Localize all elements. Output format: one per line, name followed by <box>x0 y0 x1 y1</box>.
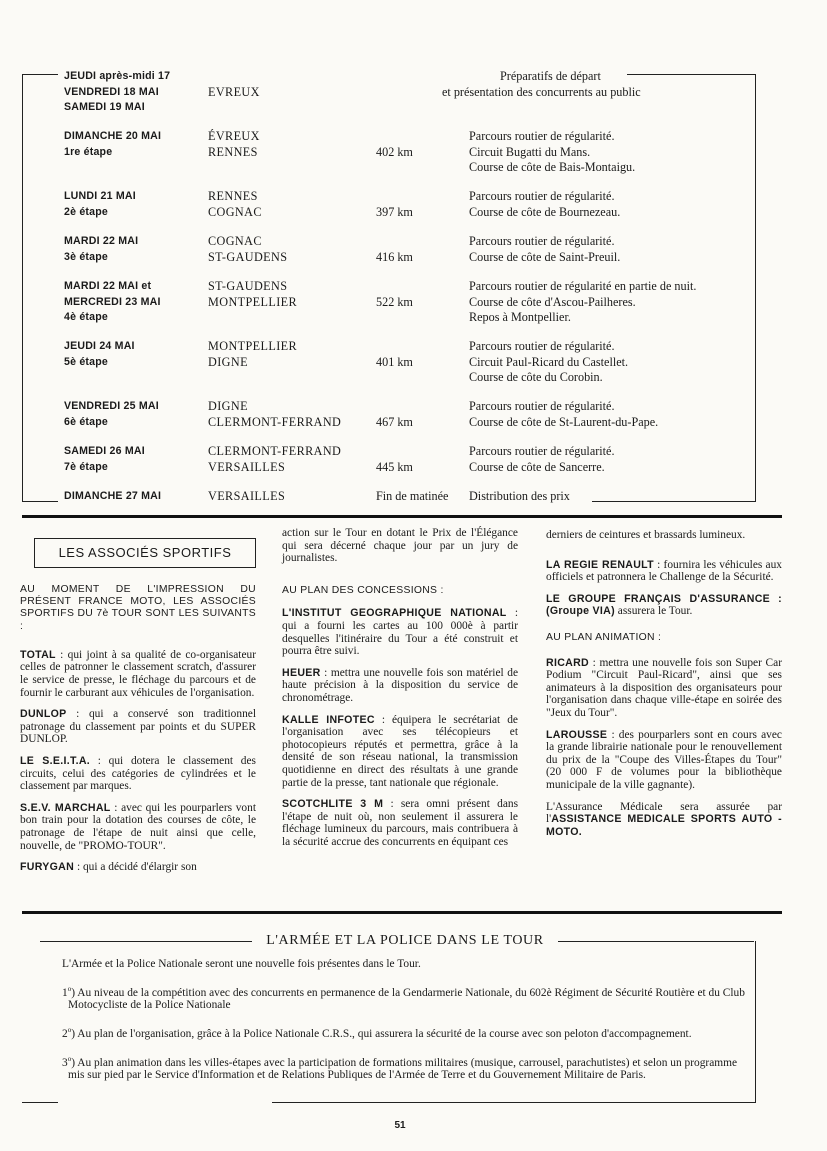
army-item-number: 3 <box>62 1056 68 1069</box>
stage-activities <box>469 399 658 430</box>
city-name: MONTPELLIER <box>208 339 298 353</box>
sponsor-text: : qui a décidé d'élargir son <box>74 861 197 874</box>
sponsor-paragraph <box>546 593 782 618</box>
associes-title-text: LES ASSOCIÉS SPORTIFS <box>58 545 232 560</box>
schedule-day <box>64 69 170 116</box>
schedule-cities <box>208 489 285 505</box>
associes-box-title <box>34 538 256 568</box>
schedule-day <box>64 279 161 326</box>
schedule-day <box>64 189 136 220</box>
sponsor-name: TOTAL <box>20 648 56 661</box>
stage-label: VENDREDI 18 MAI <box>64 85 159 98</box>
day-label: SAMEDI 26 MAI <box>64 445 145 457</box>
schedule-day <box>64 444 145 475</box>
army-title: L'ARMÉE ET LA POLICE DANS LE TOUR <box>266 933 544 948</box>
sponsor-name: FURYGAN <box>20 861 75 874</box>
schedule-day <box>64 339 135 370</box>
stage-label: SAMEDI 19 MAI <box>64 101 145 113</box>
col3-top-text: derniers de ceintures et brassards lumineux. <box>546 529 746 541</box>
stage-distance: 416 km <box>376 249 413 264</box>
army-item: 2$^o$) Au plan de l'organisation, grâce à la Police Nationale C.R.S., qui assurera la sécurité de la course avec son peloton d'accompagnement. <box>62 1026 692 1040</box>
activity-item: Parcours routier de régularité. <box>469 234 615 248</box>
stage-activities <box>469 339 628 386</box>
stage-distance: 402 km <box>376 144 413 159</box>
section-rule <box>22 515 782 518</box>
activity-item: Repos à Montpellier. <box>469 310 571 324</box>
sponsor-paragraph <box>20 708 256 746</box>
activity-item: Parcours routier de régularité. <box>469 339 615 353</box>
sponsor-name: LA REGIE RENAULT <box>546 558 654 571</box>
activity-item: Distribution des prix <box>469 489 570 503</box>
prep-line-1: Préparatifs de départ <box>500 69 601 83</box>
sponsor-name: SCOTCHLITE 3 M <box>282 798 384 811</box>
associes-column-1 <box>20 584 256 883</box>
sponsor-paragraph <box>20 802 256 852</box>
schedule-day <box>64 399 159 430</box>
stage-label: 6è étape <box>64 415 109 428</box>
degree-mark: o <box>67 1054 72 1063</box>
stage-label: 2è étape <box>64 205 109 218</box>
city-name: ST-GAUDENS <box>208 249 288 264</box>
sponsor-text: : des pourparlers sont en cours avec la grande librairie nationale pour le renouvellement du prix de la "Coupe des Villes-Étapes du Tour" (20 000 F de volumes pour la bibliothèque municipale de la ville gagnante). <box>546 728 782 791</box>
sponsor-name: KALLE INFOTEC <box>282 713 375 726</box>
schedule-cities <box>208 69 260 100</box>
sponsor-name: S.E.V. MARCHAL <box>20 801 111 814</box>
activity-item: Course de côte de Saint-Preuil. <box>469 249 621 264</box>
sponsor-text: : mettra une nouvelle fois son Super Car Podium "Circuit Paul-Ricard", ainsi que ses animateurs à la disposition des organisateurs pour l'organisation dans chaque ville-étape en soirée des "Jeux du Tour". <box>546 656 782 719</box>
activity-item: Parcours routier de régularité. <box>469 189 615 203</box>
activity-item: Course de côte de Bais-Montaigu. <box>469 160 636 174</box>
activity-item: Parcours routier de régularité. <box>469 129 615 143</box>
sponsor-paragraph <box>282 667 518 705</box>
activity-item: Course de côte de Sancerre. <box>469 459 605 474</box>
sponsor-name: LE GROUPE FRANÇAIS D'ASSURANCE : (Groupe VIA) <box>546 592 782 618</box>
day-label: LUNDI 21 MAI <box>64 190 136 202</box>
city-name: VERSAILLES <box>208 489 286 503</box>
schedule-cities <box>208 129 260 160</box>
sponsor-paragraph <box>20 861 256 874</box>
day-label: JEUDI 24 MAI <box>64 340 135 352</box>
stage-label: 3è étape <box>64 250 109 263</box>
sponsor-paragraph <box>282 607 518 657</box>
stage-label: 7è étape <box>64 460 109 473</box>
schedule-cities <box>208 234 287 265</box>
stage-activities <box>469 489 570 505</box>
prep-line-2: et présentation des concurrents au public <box>442 85 641 99</box>
day-label: DIMANCHE 20 MAI <box>64 130 162 142</box>
army-item-text: Au plan de l'organisation, grâce à la Police Nationale C.R.S., qui assurera la sécurité de la course avec son peloton d'accompagnement. <box>77 1027 692 1040</box>
city-name: ÉVREUX <box>208 129 260 143</box>
activity-item: Course de côte de Bournezeau. <box>469 204 621 219</box>
sponsor-text: : qui a conservé son traditionnel patronage du classement par points et du SUPER DUNLOP. <box>20 708 256 746</box>
activity-item: Course de côte du Corobin. <box>469 370 603 384</box>
army-item-text: Au niveau de la compétition avec des concurrents en permanence de la Gendarmerie Nationale, du 602è Régiment de Sécurité Routière et du Club Motocycliste de la Police Nationale <box>68 986 745 1012</box>
sponsor-name: HEUER <box>282 666 321 679</box>
stage-activities <box>469 444 615 475</box>
city-name: RENNES <box>208 144 258 159</box>
activity-item: Circuit Bugatti du Mans. <box>469 144 591 159</box>
army-item: 1$^o$) Au niveau de la compétition avec des concurrents en permanence de la Gendarmerie Nationale, du 602è Régiment de Sécurité Routière et du Club Motocycliste de la Police Nationale <box>62 984 745 1012</box>
associes-column-3 <box>546 529 782 847</box>
stage-distance: 522 km <box>376 294 413 309</box>
city-name: EVREUX <box>208 84 260 99</box>
sponsor-text: : qui joint à sa qualité de co-organisateur celles de patronner le classement scratch, d'assurer le service de presse, le fléchage du parcours et de fournir le carburant aux véhicules de l'organisation. <box>20 648 256 699</box>
activity-item: Parcours routier de régularité. <box>469 444 615 458</box>
stage-label: 4è étape <box>64 311 109 323</box>
stage-distance: 397 km <box>376 204 413 219</box>
city-name: ST-GAUDENS <box>208 279 288 293</box>
degree-mark: o <box>67 1026 72 1035</box>
sponsor-text: : qui a fourni les cartes au 100 000è à partir desquelles l'itinéraire du Tour a été construit et pourra être suivi. <box>282 607 519 658</box>
schedule-day <box>64 234 138 265</box>
activity-item: Parcours routier de régularité en partie de nuit. <box>469 279 697 293</box>
schedule-cities <box>208 279 297 310</box>
schedule-day <box>64 129 161 160</box>
degree-mark: o <box>67 984 72 993</box>
sponsor-text: : qui dotera le classement des circuits, celui des catégories de cylindrées et le classement par marques. <box>20 754 256 793</box>
activity-item: Course de côte de St-Laurent-du-Pape. <box>469 414 659 429</box>
army-item: 3$^o$) Au plan animation dans les villes-étapes avec la participation de formations militaires (musique, carrousel, parachutistes) et selon un programme mis sur pied par le Service d'Information et de Relations Publiques de l'Armée de Terre et du Gouvernement Militaire de Paris. <box>62 1054 738 1082</box>
sponsor-name: DUNLOP <box>20 708 67 721</box>
stage-activities <box>469 129 635 176</box>
stage-distance: 401 km <box>376 354 413 369</box>
sponsor-paragraph <box>282 714 518 790</box>
sponsor-name: L'INSTITUT GEOGRAPHIQUE NATIONAL <box>282 607 507 620</box>
city-name: COGNAC <box>208 234 262 248</box>
stage-activities <box>469 189 620 220</box>
page-number: 51 <box>394 1120 406 1131</box>
city-name: CLERMONT-FERRAND <box>208 414 342 429</box>
stage-distance: 445 km <box>376 459 413 474</box>
activity-item: Circuit Paul-Ricard du Castellet. <box>469 354 629 369</box>
army-intro: L'Armée et la Police Nationale seront une nouvelle fois présentes dans le Tour. <box>62 958 421 970</box>
city-name: DIGNE <box>208 399 248 413</box>
stage-label: 1re étape <box>64 145 113 158</box>
animation-heading: AU PLAN ANIMATION : <box>546 631 662 643</box>
city-name: COGNAC <box>208 204 262 219</box>
sponsor-paragraph <box>20 649 256 699</box>
city-name: VERSAILLES <box>208 459 286 474</box>
schedule-cities <box>208 399 341 430</box>
sponsor-paragraph <box>546 657 782 720</box>
city-name: RENNES <box>208 189 258 203</box>
sponsor-paragraph <box>546 559 782 584</box>
associes-column-2 <box>282 527 518 857</box>
assurance-name: ASSISTANCE MEDICALE SPORTS AUTO - MOTO. <box>546 813 782 838</box>
day-label: DIMANCHE 27 MAI <box>64 490 162 502</box>
stage-distance: 467 km <box>376 414 413 429</box>
sponsor-name: LAROUSSE <box>546 728 608 741</box>
city-name: MONTPELLIER <box>208 294 298 309</box>
stage-activities <box>469 279 696 326</box>
city-name: CLERMONT-FERRAND <box>208 444 342 458</box>
day-label: JEUDI après-midi 17 <box>64 70 171 82</box>
activity-item: Course de côte d'Ascou-Pailheres. <box>469 294 636 309</box>
associes-intro: AU MOMENT DE L'IMPRESSION DU PRÉSENT FRANCE MOTO, LES ASSOCIÉS SPORTIFS DU 7è TOUR SONT LES SUIVANTS : <box>20 584 256 632</box>
schedule-cities <box>208 444 341 475</box>
sponsor-text: : avec qui les pourparlers vont bon train pour la dotation des courses de côte, le patronage de l'étape de nuit ainsi que celle, nouvelle, de "PROMO-TOUR". <box>20 801 256 852</box>
sponsor-text: : équipera le secrétariat de l'organisation avec ses télécopieurs et photocopieurs réputés et permettra, grâce à la densité de son réseau national, la transmission quotidienne en direct des résultats à une grande partie de la presse, tant nationale que régionale. <box>282 713 518 789</box>
city-name: DIGNE <box>208 354 248 369</box>
assurance-text: L'Assurance Médicale sera assurée par l' <box>546 800 782 826</box>
schedule-day <box>64 489 161 505</box>
sponsor-paragraph <box>546 729 782 792</box>
sponsor-name: RICARD <box>546 656 589 669</box>
army-item-number: 2 <box>62 1027 68 1040</box>
col2-top-text: action sur le Tour en dotant le Prix de l'Élégance qui sera décerné chaque jour par un jury de journalistes. <box>282 527 518 565</box>
day-label: MARDI 22 MAI et <box>64 280 152 292</box>
sponsor-paragraph <box>20 755 256 793</box>
stage-activities <box>469 234 620 265</box>
stage-label: 5è étape <box>64 355 109 368</box>
army-item-text: Au plan animation dans les villes-étapes avec la participation de formations militaires (musique, carrousel, parachutistes) et selon un programme mis sur pied par le Service d'Information et de Relations Publiques de l'Armée de Terre et du Gouvernement Militaire de Paris. <box>68 1056 738 1082</box>
city-name <box>208 69 260 85</box>
stage-label: MERCREDI 23 MAI <box>64 295 161 308</box>
sponsor-text: : mettra une nouvelle fois son matériel de haute précision à la disposition du service de chronométrage. <box>282 666 518 704</box>
schedule-cities <box>208 339 297 370</box>
schedule-cities <box>208 189 262 220</box>
army-item-number: 1 <box>62 986 68 999</box>
activity-item: Parcours routier de régularité. <box>469 399 615 413</box>
sponsor-text: : sera omni présent dans l'étape de nuit où, non seulement il assurera le fléchage lumineux du parcours, mais contribuera à la sécurité accrue des concurrents en équipant ces <box>282 798 519 848</box>
stage-distance: Fin de matinée <box>376 489 449 503</box>
sponsor-text: : fournira les véhicules aux officiels et patronnera le Challenge de la Sécurité. <box>546 558 782 584</box>
army-body <box>62 958 752 1094</box>
concessions-heading: AU PLAN DES CONCESSIONS : <box>282 584 444 596</box>
day-label: VENDREDI 25 MAI <box>64 400 159 412</box>
sponsor-name: LE S.E.I.T.A. <box>20 754 91 767</box>
sponsor-text: assurera le Tour. <box>614 605 693 618</box>
sponsor-paragraph <box>282 798 518 848</box>
day-label: MARDI 22 MAI <box>64 235 139 247</box>
